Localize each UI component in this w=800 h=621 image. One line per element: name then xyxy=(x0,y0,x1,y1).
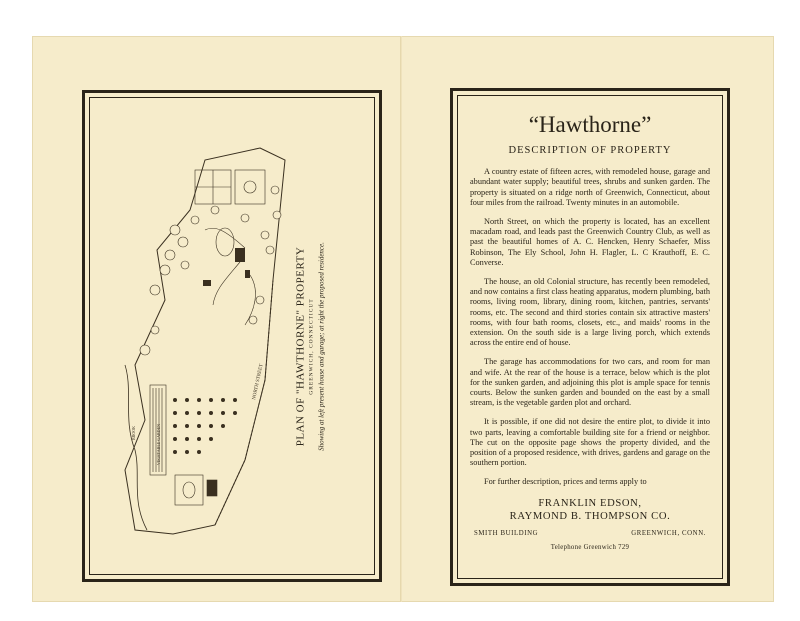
description-content xyxy=(470,110,710,553)
address-right: GREENWICH, CONN. xyxy=(631,529,706,537)
firm-name-2: RAYMOND B. THOMPSON CO. xyxy=(509,510,671,522)
map-label-brook: BROOK xyxy=(131,425,136,440)
further-description: For further description, prices and terms apply to xyxy=(484,477,647,487)
property-plan-drawing xyxy=(95,130,295,550)
firm-name-1: FRANKLIN EDSON, xyxy=(538,497,642,509)
telephone: Telephone Greenwich 729 xyxy=(550,543,630,551)
plan-caption-rotated xyxy=(295,232,326,462)
plan-location: GREENWICH, CONNECTICUT xyxy=(308,298,315,395)
plan-title: PLAN OF "HAWTHORNE" PROPERTY xyxy=(294,246,307,447)
property-boundary xyxy=(125,148,285,534)
trees xyxy=(140,186,281,355)
house-and-garage xyxy=(203,248,250,286)
map-label-street: NORTH STREET xyxy=(252,363,265,401)
paragraph-north-street: North Street, on which the property is located, has an excellent macadam road, and leads past the Greenwich Country Club, as well as past the beautiful homes of A. C. Hencken, Henry Schaefer, Miss Robinson, The Ely School, John H. Flagler, L. C Krauthoff, E. C. Converse. xyxy=(470,217,710,267)
paragraph-estate: A country estate of fifteen acres, with remodeled house, garage and abundant water supply; beautiful trees, shrubs and sunken garden. The property is situated on a ridge north of Greenwich, Connecticut, about four miles from the railroad. Twenty minutes in an automobile. xyxy=(470,167,710,207)
property-plan-map xyxy=(95,130,295,550)
address-left: SMITH BUILDING xyxy=(474,529,539,537)
paragraph-house: The house, an old Colonial structure, has recently been remodeled, and now contains a first class heating apparatus, modern plumbing, bath rooms, living room, library, dining room, kitchen, pantries, servants' rooms, etc. The second and third stories contain six attractive masters' rooms, with four bath rooms, closets, etc., and maids' rooms in the extension. On the south side is a large living porch, which extends across the entire end of house. xyxy=(470,277,710,348)
plan-note: Showing at left present house and garage; at right the proposed residence. xyxy=(317,242,326,451)
center-fold xyxy=(400,36,402,602)
north-street-line xyxy=(215,280,273,525)
sunken-garden xyxy=(175,475,217,505)
paragraph-divide: It is possible, if one did not desire the entire plot, to divide it into two parts, leaving a comfortable building site for a friend or neighbor. The cut on the opposite page shows the property divided, and the position of a proposed residence, with drives, gardens and garage on the southern portion. xyxy=(470,417,710,468)
map-label-garden: VEGETABLE GARDEN xyxy=(156,424,161,465)
upper-garden xyxy=(195,170,265,204)
page-subtitle: DESCRIPTION OF PROPERTY xyxy=(508,145,672,156)
page-title: “Hawthorne” xyxy=(528,112,652,137)
brook-line xyxy=(125,365,147,530)
plan-caption xyxy=(290,236,334,466)
orchard xyxy=(173,398,237,454)
address-row xyxy=(470,529,710,539)
paragraph-garage: The garage has accommodations for two cars, and room for man and wife. At the rear of the house is a terrace, below which is the plot for the sunken garden, and adjoining this plot is ample space for tennis courts. Below the sunken garden and bounded on the east by a small stream, is the vegetable garden plot and orchard. xyxy=(470,357,710,408)
